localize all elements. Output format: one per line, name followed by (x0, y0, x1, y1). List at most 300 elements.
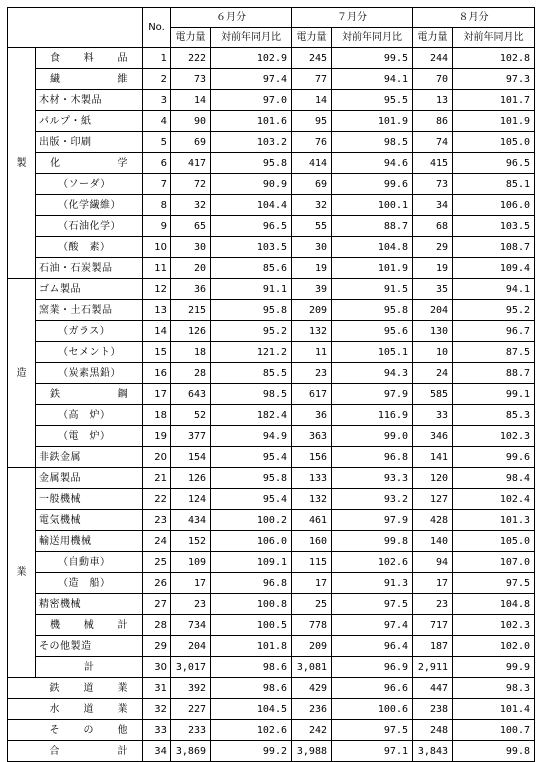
table-row (8, 279, 535, 300)
value-m7p: 17 (292, 573, 332, 594)
value-m7r: 99.5 (332, 48, 413, 69)
value-m7p: 36 (292, 405, 332, 426)
value-m7p: 39 (292, 279, 332, 300)
category-name: 鉄 鋼 (36, 384, 143, 405)
category-name: そ の 他 (36, 720, 143, 741)
value-m8p: 70 (413, 69, 453, 90)
value-m6p: 734 (171, 615, 211, 636)
table-row (8, 447, 535, 468)
table-row (8, 699, 535, 720)
value-m7r: 95.5 (332, 90, 413, 111)
table-row (8, 489, 535, 510)
value-m8p: 94 (413, 552, 453, 573)
category-name: （セメント） (36, 342, 143, 363)
category-name: 輸送用機械 (36, 531, 143, 552)
value-m8r: 98.4 (453, 468, 535, 489)
blank-cell (8, 678, 36, 699)
value-m8r: 99.1 (453, 384, 535, 405)
value-m7r: 97.1 (332, 741, 413, 762)
value-m8p: 141 (413, 447, 453, 468)
table-row (8, 174, 535, 195)
category-name: 繊 維 (36, 69, 143, 90)
value-m6r: 98.6 (211, 678, 292, 699)
value-m8r: 107.0 (453, 552, 535, 573)
value-m8p: 187 (413, 636, 453, 657)
row-number: 3 (143, 90, 171, 111)
value-m6p: 154 (171, 447, 211, 468)
value-m6r: 98.5 (211, 384, 292, 405)
value-m7r: 101.9 (332, 258, 413, 279)
row-number: 23 (143, 510, 171, 531)
category-name: 電気機械 (36, 510, 143, 531)
value-m8p: 86 (413, 111, 453, 132)
table-row (8, 720, 535, 741)
value-m6p: 36 (171, 279, 211, 300)
table-row (8, 69, 535, 90)
value-m7r: 97.9 (332, 384, 413, 405)
category-name: 精密機械 (36, 594, 143, 615)
value-m6r: 85.6 (211, 258, 292, 279)
value-m6r: 96.8 (211, 573, 292, 594)
value-m7r: 96.6 (332, 678, 413, 699)
value-m8r: 85.3 (453, 405, 535, 426)
value-m6p: 30 (171, 237, 211, 258)
row-number: 25 (143, 552, 171, 573)
value-m7p: 14 (292, 90, 332, 111)
value-m8p: 24 (413, 363, 453, 384)
value-m7r: 102.6 (332, 552, 413, 573)
value-m8p: 428 (413, 510, 453, 531)
category-name: ゴム製品 (36, 279, 143, 300)
category-name: 石油・石炭製品 (36, 258, 143, 279)
value-m8r: 102.8 (453, 48, 535, 69)
row-number: 1 (143, 48, 171, 69)
value-m6p: 3,869 (171, 741, 211, 762)
value-m6p: 18 (171, 342, 211, 363)
category-name: （化学繊維） (36, 195, 143, 216)
row-number: 18 (143, 405, 171, 426)
row-number: 7 (143, 174, 171, 195)
value-m6p: 28 (171, 363, 211, 384)
table-row (8, 132, 535, 153)
category-name: その他製造 (36, 636, 143, 657)
row-number: 27 (143, 594, 171, 615)
value-m8r: 88.7 (453, 363, 535, 384)
value-m7r: 94.6 (332, 153, 413, 174)
category-name: 出版・印刷 (36, 132, 143, 153)
header-month-august: ８月分 (413, 8, 535, 28)
row-number: 30 (143, 657, 171, 678)
value-m7p: 25 (292, 594, 332, 615)
value-m6r: 97.0 (211, 90, 292, 111)
value-m8p: 248 (413, 720, 453, 741)
blank-cell (8, 720, 36, 741)
value-m7r: 97.5 (332, 720, 413, 741)
table-row (8, 594, 535, 615)
value-m6r: 100.8 (211, 594, 292, 615)
category-name: 非鉄金属 (36, 447, 143, 468)
value-m7r: 95.6 (332, 321, 413, 342)
value-m7r: 88.7 (332, 216, 413, 237)
value-m8r: 102.0 (453, 636, 535, 657)
category-name: 木材・木製品 (36, 90, 143, 111)
value-m7r: 94.1 (332, 69, 413, 90)
value-m8p: 415 (413, 153, 453, 174)
value-m6r: 103.2 (211, 132, 292, 153)
group-label: 業 (8, 468, 36, 678)
row-number: 14 (143, 321, 171, 342)
value-m6r: 85.5 (211, 363, 292, 384)
table-row (8, 153, 535, 174)
row-number: 26 (143, 573, 171, 594)
value-m7r: 93.2 (332, 489, 413, 510)
value-m8r: 99.8 (453, 741, 535, 762)
value-m7p: 11 (292, 342, 332, 363)
table-row (8, 384, 535, 405)
value-m8r: 108.7 (453, 237, 535, 258)
value-m8r: 106.0 (453, 195, 535, 216)
value-m7p: 95 (292, 111, 332, 132)
value-m6p: 72 (171, 174, 211, 195)
value-m6p: 109 (171, 552, 211, 573)
value-m7p: 3,081 (292, 657, 332, 678)
table-row (8, 426, 535, 447)
value-m7p: 132 (292, 489, 332, 510)
row-number: 20 (143, 447, 171, 468)
header-month-july: ７月分 (292, 8, 413, 28)
value-m6r: 104.4 (211, 195, 292, 216)
value-m7p: 77 (292, 69, 332, 90)
row-number: 13 (143, 300, 171, 321)
value-m6r: 95.8 (211, 153, 292, 174)
value-m8p: 120 (413, 468, 453, 489)
value-m6p: 73 (171, 69, 211, 90)
value-m7p: 156 (292, 447, 332, 468)
value-m7p: 69 (292, 174, 332, 195)
value-m8r: 96.5 (453, 153, 535, 174)
value-m8p: 68 (413, 216, 453, 237)
row-number: 8 (143, 195, 171, 216)
table-row (8, 636, 535, 657)
power-consumption-table (7, 7, 535, 762)
value-m7r: 99.6 (332, 174, 413, 195)
value-m7p: 132 (292, 321, 332, 342)
row-number: 24 (143, 531, 171, 552)
table-row (8, 321, 535, 342)
value-m7p: 3,988 (292, 741, 332, 762)
value-m8p: 238 (413, 699, 453, 720)
value-m7p: 242 (292, 720, 332, 741)
value-m6p: 3,017 (171, 657, 211, 678)
row-number: 19 (143, 426, 171, 447)
value-m8r: 101.3 (453, 510, 535, 531)
value-m6r: 103.5 (211, 237, 292, 258)
row-number: 12 (143, 279, 171, 300)
value-m6p: 222 (171, 48, 211, 69)
table-row (8, 405, 535, 426)
header-yoy-june: 対前年同月比 (211, 28, 292, 48)
value-m7r: 94.3 (332, 363, 413, 384)
row-number: 29 (143, 636, 171, 657)
value-m8r: 100.7 (453, 720, 535, 741)
value-m7r: 97.4 (332, 615, 413, 636)
value-m8p: 34 (413, 195, 453, 216)
row-number: 31 (143, 678, 171, 699)
value-m7r: 101.9 (332, 111, 413, 132)
value-m7r: 99.8 (332, 531, 413, 552)
value-m7r: 99.0 (332, 426, 413, 447)
value-m6p: 17 (171, 573, 211, 594)
table-row (8, 216, 535, 237)
value-m8p: 19 (413, 258, 453, 279)
value-m8p: 17 (413, 573, 453, 594)
value-m6p: 377 (171, 426, 211, 447)
value-m6r: 97.4 (211, 69, 292, 90)
value-m7p: 363 (292, 426, 332, 447)
value-m6p: 643 (171, 384, 211, 405)
header-month-june: ６月分 (171, 8, 292, 28)
value-m8p: 35 (413, 279, 453, 300)
value-m8r: 105.0 (453, 132, 535, 153)
value-m8r: 102.3 (453, 426, 535, 447)
value-m8r: 104.8 (453, 594, 535, 615)
value-m6p: 126 (171, 321, 211, 342)
header-yoy-july: 対前年同月比 (332, 28, 413, 48)
table-row (8, 573, 535, 594)
value-m8r: 102.4 (453, 489, 535, 510)
value-m6p: 434 (171, 510, 211, 531)
value-m7r: 98.5 (332, 132, 413, 153)
value-m8p: 585 (413, 384, 453, 405)
value-m6p: 215 (171, 300, 211, 321)
category-name: 化 学 (36, 153, 143, 174)
category-name: （電 炉） (36, 426, 143, 447)
value-m6p: 20 (171, 258, 211, 279)
table-row (8, 552, 535, 573)
value-m6p: 32 (171, 195, 211, 216)
value-m8p: 717 (413, 615, 453, 636)
table-row (8, 363, 535, 384)
category-name: （酸 素） (36, 237, 143, 258)
value-m6p: 52 (171, 405, 211, 426)
value-m6p: 126 (171, 468, 211, 489)
value-m7r: 105.1 (332, 342, 413, 363)
value-m8r: 99.9 (453, 657, 535, 678)
value-m6r: 109.1 (211, 552, 292, 573)
category-name: 窯業・土石製品 (36, 300, 143, 321)
value-m7p: 461 (292, 510, 332, 531)
value-m8r: 95.2 (453, 300, 535, 321)
table-row (8, 468, 535, 489)
category-name: （自動車） (36, 552, 143, 573)
header-yoy-august: 対前年同月比 (453, 28, 535, 48)
value-m8r: 103.5 (453, 216, 535, 237)
value-m7p: 778 (292, 615, 332, 636)
value-m7p: 133 (292, 468, 332, 489)
value-m7r: 97.5 (332, 594, 413, 615)
value-m7p: 429 (292, 678, 332, 699)
table-row (8, 342, 535, 363)
value-m6r: 94.9 (211, 426, 292, 447)
value-m7p: 245 (292, 48, 332, 69)
value-m7p: 209 (292, 300, 332, 321)
value-m6r: 104.5 (211, 699, 292, 720)
value-m6r: 101.6 (211, 111, 292, 132)
value-m7p: 236 (292, 699, 332, 720)
value-m7p: 414 (292, 153, 332, 174)
value-m8p: 3,843 (413, 741, 453, 762)
value-m7r: 95.8 (332, 300, 413, 321)
value-m7p: 160 (292, 531, 332, 552)
row-number: 6 (143, 153, 171, 174)
category-name: 計 (36, 657, 143, 678)
table-row (8, 531, 535, 552)
row-number: 16 (143, 363, 171, 384)
category-name: （ガラス） (36, 321, 143, 342)
value-m7p: 23 (292, 363, 332, 384)
header-power-july: 電力量 (292, 28, 332, 48)
value-m8r: 97.5 (453, 573, 535, 594)
category-name: 合 計 (36, 741, 143, 762)
value-m7r: 100.6 (332, 699, 413, 720)
value-m6r: 95.2 (211, 321, 292, 342)
value-m7p: 617 (292, 384, 332, 405)
value-m6p: 14 (171, 90, 211, 111)
table-row (8, 741, 535, 762)
power-consumption-table-wrapper (7, 7, 535, 762)
value-m6r: 102.6 (211, 720, 292, 741)
value-m8p: 204 (413, 300, 453, 321)
row-number: 15 (143, 342, 171, 363)
value-m6r: 90.9 (211, 174, 292, 195)
value-m6r: 98.6 (211, 657, 292, 678)
value-m6p: 23 (171, 594, 211, 615)
value-m8p: 74 (413, 132, 453, 153)
row-number: 9 (143, 216, 171, 237)
category-name: 水 道 業 (36, 699, 143, 720)
value-m8p: 29 (413, 237, 453, 258)
table-row (8, 258, 535, 279)
table-row (8, 90, 535, 111)
value-m8r: 101.7 (453, 90, 535, 111)
row-number: 4 (143, 111, 171, 132)
value-m6r: 95.8 (211, 468, 292, 489)
value-m8p: 244 (413, 48, 453, 69)
value-m8p: 130 (413, 321, 453, 342)
value-m6r: 101.8 (211, 636, 292, 657)
value-m7r: 97.9 (332, 510, 413, 531)
row-number: 21 (143, 468, 171, 489)
value-m8r: 109.4 (453, 258, 535, 279)
header-power-august: 電力量 (413, 28, 453, 48)
value-m7r: 116.9 (332, 405, 413, 426)
value-m7r: 104.8 (332, 237, 413, 258)
blank-cell (8, 699, 36, 720)
category-name: 鉄 道 業 (36, 678, 143, 699)
value-m8p: 33 (413, 405, 453, 426)
row-number: 11 (143, 258, 171, 279)
table-row (8, 195, 535, 216)
header-power-june: 電力量 (171, 28, 211, 48)
category-name: （高 炉） (36, 405, 143, 426)
value-m8p: 346 (413, 426, 453, 447)
category-name: （石油化学） (36, 216, 143, 237)
value-m6r: 95.4 (211, 489, 292, 510)
table-row (8, 300, 535, 321)
value-m8r: 99.6 (453, 447, 535, 468)
category-name: パルプ・紙 (36, 111, 143, 132)
table-body (8, 48, 535, 762)
value-m8r: 94.1 (453, 279, 535, 300)
value-m8p: 10 (413, 342, 453, 363)
category-name: 一般機械 (36, 489, 143, 510)
header-no: No. (143, 8, 171, 48)
value-m6p: 227 (171, 699, 211, 720)
value-m8p: 127 (413, 489, 453, 510)
value-m6r: 100.5 (211, 615, 292, 636)
value-m6p: 90 (171, 111, 211, 132)
value-m6p: 204 (171, 636, 211, 657)
value-m6r: 95.8 (211, 300, 292, 321)
row-number: 17 (143, 384, 171, 405)
value-m8p: 73 (413, 174, 453, 195)
value-m8r: 102.3 (453, 615, 535, 636)
header-row-months (8, 8, 535, 28)
value-m6p: 124 (171, 489, 211, 510)
category-name: 食 料 品 (36, 48, 143, 69)
value-m6r: 106.0 (211, 531, 292, 552)
value-m8r: 101.9 (453, 111, 535, 132)
group-label: 造 (8, 279, 36, 468)
value-m7r: 96.8 (332, 447, 413, 468)
category-name: 金属製品 (36, 468, 143, 489)
value-m6r: 102.9 (211, 48, 292, 69)
category-name: （炭素黒鉛） (36, 363, 143, 384)
table-row (8, 48, 535, 69)
row-number: 28 (143, 615, 171, 636)
value-m7r: 96.4 (332, 636, 413, 657)
value-m6r: 182.4 (211, 405, 292, 426)
value-m8p: 140 (413, 531, 453, 552)
row-number: 5 (143, 132, 171, 153)
row-number: 34 (143, 741, 171, 762)
value-m8r: 85.1 (453, 174, 535, 195)
row-number: 32 (143, 699, 171, 720)
row-number: 22 (143, 489, 171, 510)
table-row (8, 510, 535, 531)
table-row (8, 615, 535, 636)
value-m6p: 65 (171, 216, 211, 237)
row-number: 33 (143, 720, 171, 741)
group-label: 製 (8, 48, 36, 279)
blank-cell (8, 741, 36, 762)
value-m8p: 23 (413, 594, 453, 615)
value-m8r: 101.4 (453, 699, 535, 720)
value-m8p: 13 (413, 90, 453, 111)
value-m6p: 417 (171, 153, 211, 174)
value-m7p: 76 (292, 132, 332, 153)
header-blank-cell (8, 8, 143, 48)
value-m6p: 233 (171, 720, 211, 741)
value-m7r: 91.5 (332, 279, 413, 300)
value-m8r: 97.3 (453, 69, 535, 90)
row-number: 10 (143, 237, 171, 258)
value-m7r: 91.3 (332, 573, 413, 594)
value-m6r: 121.2 (211, 342, 292, 363)
table-row (8, 237, 535, 258)
value-m7p: 115 (292, 552, 332, 573)
category-name: 機 械 計 (36, 615, 143, 636)
